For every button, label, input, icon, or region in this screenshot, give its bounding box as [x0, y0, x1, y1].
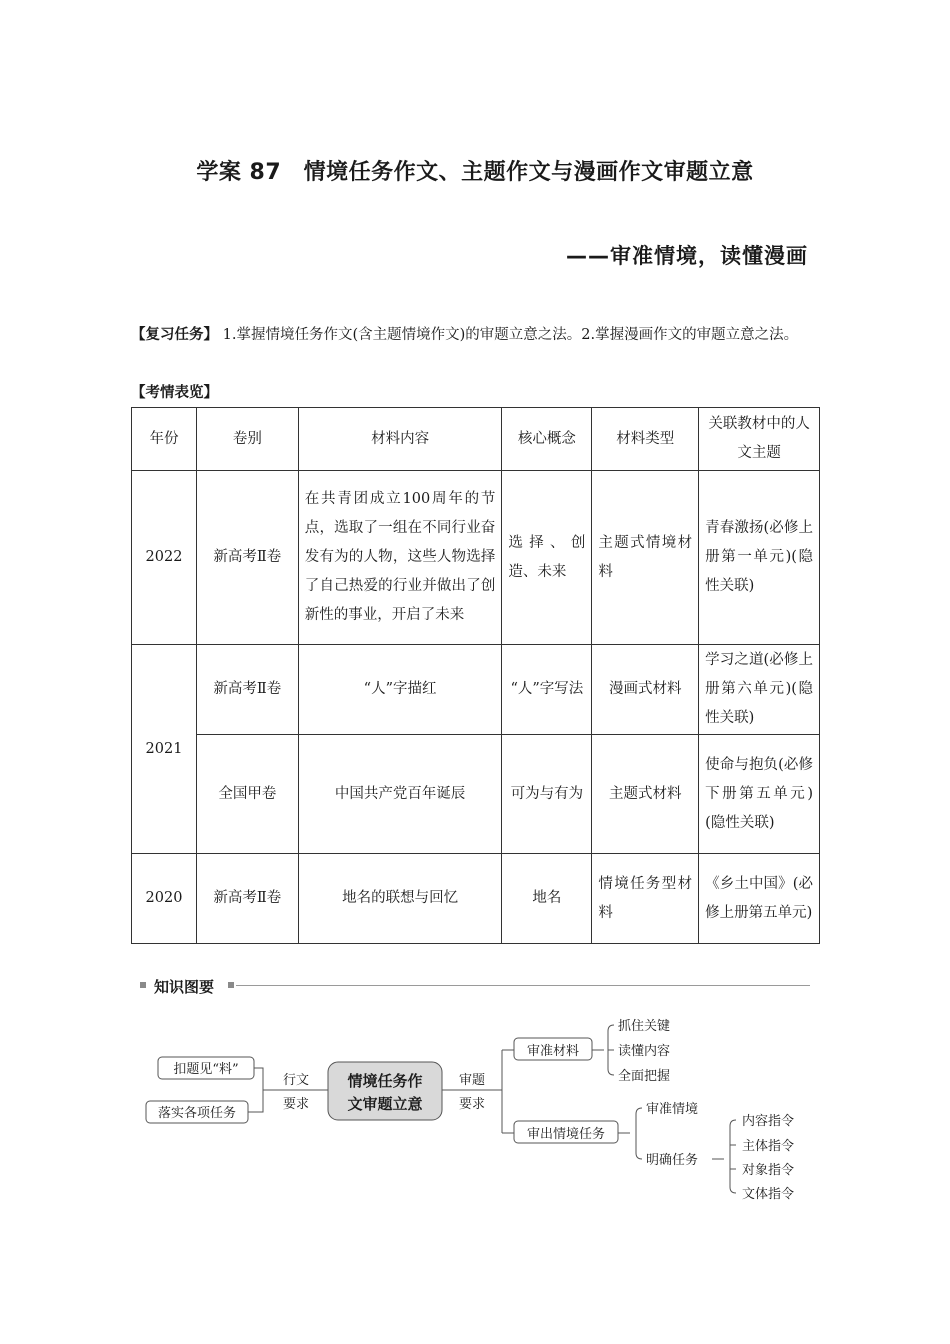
header-theme: 关联教材中的人文主题 — [699, 408, 820, 471]
left-item: 扣题见“料” — [173, 1062, 239, 1077]
branch2-sub: 明确任务 — [646, 1153, 699, 1168]
center-line-2: 文审题立意 — [347, 1095, 423, 1113]
heading-rule — [236, 985, 810, 986]
cell-theme: 学习之道(必修上册第六单元)(隐性关联) — [699, 645, 820, 735]
cell-theme: 青春激扬(必修上册第一单元)(隐性关联) — [699, 471, 820, 645]
table-row — [132, 854, 820, 944]
header-concept: 核心概念 — [502, 408, 592, 471]
cell-type: 漫画式材料 — [592, 645, 699, 735]
branch2-label: 审出情境任务 — [526, 1127, 606, 1142]
header-type: 材料类型 — [592, 408, 699, 471]
cell-concept: “人”字写法 — [502, 645, 592, 735]
cell-paper: 新高考Ⅱ卷 — [196, 645, 298, 735]
cell-concept: 地名 — [502, 854, 592, 944]
connector-line — [712, 1120, 736, 1193]
cell-paper: 新高考Ⅱ卷 — [196, 854, 298, 944]
connector-line — [592, 1025, 614, 1075]
branch2-item: 主体指令 — [742, 1139, 795, 1154]
connector-line — [618, 1108, 642, 1159]
cell-year: 2022 — [132, 471, 197, 645]
knowledge-mind-map — [130, 1005, 820, 1215]
left-link-2: 要求 — [282, 1097, 310, 1112]
right-link-2: 要求 — [458, 1097, 486, 1112]
page-subtitle: ——审准情境，读懂漫画 — [566, 244, 808, 268]
table-row — [132, 645, 820, 735]
header-paper: 卷别 — [196, 408, 298, 471]
branch1-item: 读懂内容 — [618, 1044, 671, 1059]
cell-content: 在共青团成立100周年的节点，选取了一组在不同行业奋发有为的人物，这些人物选择了自己热爱的行业并做出了创新性的事业，开启了未来 — [298, 471, 502, 645]
branch1-item: 全面把握 — [618, 1069, 671, 1084]
knowledge-heading-text: 知识图要 — [154, 978, 215, 996]
review-task — [131, 321, 821, 349]
review-task-text: 1.掌握情境任务作文(含主题情境作文)的审题立意之法。2.掌握漫画作文的审题立意之法。 — [218, 327, 799, 343]
branch2-item: 内容指令 — [742, 1114, 795, 1129]
table-header-row — [132, 408, 820, 471]
left-item: 落实各项任务 — [157, 1106, 237, 1121]
cell-type: 主题式材料 — [592, 735, 699, 854]
branch2-item: 对象指令 — [742, 1163, 795, 1178]
cell-theme: 《乡土中国》(必修上册第五单元) — [699, 854, 820, 944]
left-link-1: 行文 — [282, 1073, 310, 1088]
table-row — [132, 471, 820, 645]
page-title: 学案 87 情境任务作文、主题作文与漫画作文审题立意 — [196, 160, 754, 185]
table-row — [132, 735, 820, 854]
right-link-1: 审题 — [458, 1073, 486, 1088]
cell-type: 主题式情境材料 — [592, 471, 699, 645]
cell-content: “人”字描红 — [298, 645, 502, 735]
header-content: 材料内容 — [298, 408, 502, 471]
branch1-label: 审准材料 — [526, 1044, 580, 1059]
cell-concept: 可为与有为 — [502, 735, 592, 854]
branch1-item: 抓住关键 — [618, 1019, 671, 1034]
branch2-item: 文体指令 — [742, 1187, 795, 1202]
heading-square-icon — [140, 982, 146, 988]
cell-content: 中国共产党百年诞辰 — [298, 735, 502, 854]
cell-type: 情境任务型材料 — [592, 854, 699, 944]
connector-line — [442, 1050, 514, 1133]
center-line-1: 情境任务作 — [347, 1072, 423, 1090]
cell-theme: 使命与抱负(必修下册第五单元)(隐性关联) — [699, 735, 820, 854]
branch2-sub: 审准情境 — [646, 1102, 699, 1117]
cell-paper: 全国甲卷 — [196, 735, 298, 854]
header-year: 年份 — [132, 408, 197, 471]
exam-overview-table — [131, 407, 820, 944]
review-task-label: 【复习任务】 — [131, 326, 218, 343]
heading-square-icon — [228, 982, 234, 988]
knowledge-heading — [140, 976, 810, 996]
cell-paper: 新高考Ⅱ卷 — [196, 471, 298, 645]
cell-concept: 选择、创造、未来 — [502, 471, 592, 645]
overview-label: 【考情表览】 — [131, 384, 218, 401]
cell-content: 地名的联想与回忆 — [298, 854, 502, 944]
cell-year: 2021 — [132, 645, 197, 854]
cell-year: 2020 — [132, 854, 197, 944]
